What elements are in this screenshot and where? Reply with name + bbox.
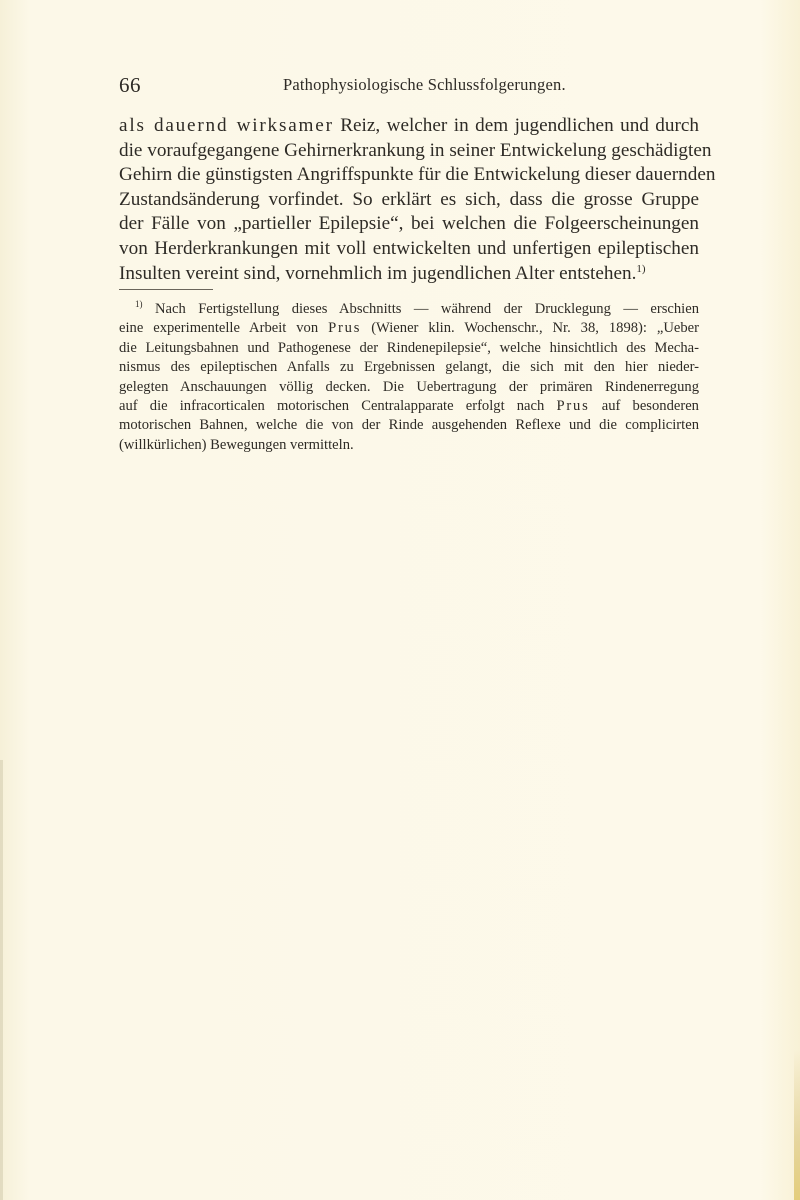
page-edge-discoloration (794, 1050, 800, 1200)
author-name: Prus (556, 397, 590, 414)
page-number: 66 (119, 73, 141, 97)
paragraph-line: die voraufgegangene Gehirnerkrankung in seiner Entwickelung geschädigten (119, 139, 712, 161)
line-text: auf besonderen (601, 397, 699, 414)
line-text: (Wiener klin. Wochenschr., Nr. 38, 1898): „Ueber (371, 320, 700, 337)
line-text: auf die infracorticalen motorischen Centralapparate erfolgt nach (119, 397, 545, 414)
footnote-reference: 1) (636, 262, 646, 275)
page-header (119, 73, 699, 97)
paragraph-line (119, 114, 699, 139)
footnote-line (119, 300, 699, 319)
footnote-line: (willkürlichen) Bewegungen vermitteln. (119, 436, 354, 453)
footnote-line (119, 397, 699, 416)
footnote-mark: 1) (135, 299, 143, 309)
footnote-line: nismus des epileptischen Anfalls zu Ergebnissen gelangt, die sich mit den hier nieder- (119, 359, 699, 376)
footnote-line: motorischen Bahnen, welche die von der Rinde ausgehenden Reflexe und die complicirten (119, 417, 699, 434)
paragraph-line: von Herderkrankungen mit voll entwickelten und unfertigen epileptischen (119, 237, 699, 259)
line-text: Reiz, welcher in dem jugendlichen und durch (340, 115, 699, 136)
footnote-line: gelegten Anschauungen völlig decken. Die Uebertragung der primären Rindenerregung (119, 378, 699, 395)
line-text: Nach Fertigstellung dieses Abschnitts — während der Drucklegung — erschien (154, 301, 699, 317)
paragraph-line: Zustandsänderung vorfindet. So erklärt es sich, dass die grosse Gruppe (119, 188, 699, 210)
paragraph-line: der Fälle von „partieller Epilepsie“, bei welchen die Folgeerscheinungen (119, 213, 699, 235)
footnote-separator (119, 289, 213, 290)
footnote (119, 300, 699, 455)
spaced-phrase: als dauernd wirksamer (119, 115, 334, 136)
footnote-line (119, 319, 699, 338)
running-head: Pathophysiologische Schlussfolgerungen. (283, 75, 566, 94)
page-edge-shadow (0, 760, 3, 1200)
author-name: Prus (328, 320, 362, 337)
line-text: Insulten vereint sind, vornehmlich im jugendlichen Alter entstehen. (119, 262, 637, 284)
paragraph-line: Gehirn die günstigsten Angriffspunkte für die Entwickelung dieser dauernden (119, 164, 716, 186)
line-text: eine experimentelle Arbeit von (119, 320, 319, 337)
footnote-line: die Leitungsbahnen und Pathogenese der Rindenepilepsie“, welche hinsichtlich des Mecha- (119, 339, 699, 356)
paragraph-line (119, 262, 699, 287)
main-paragraph (119, 114, 716, 286)
